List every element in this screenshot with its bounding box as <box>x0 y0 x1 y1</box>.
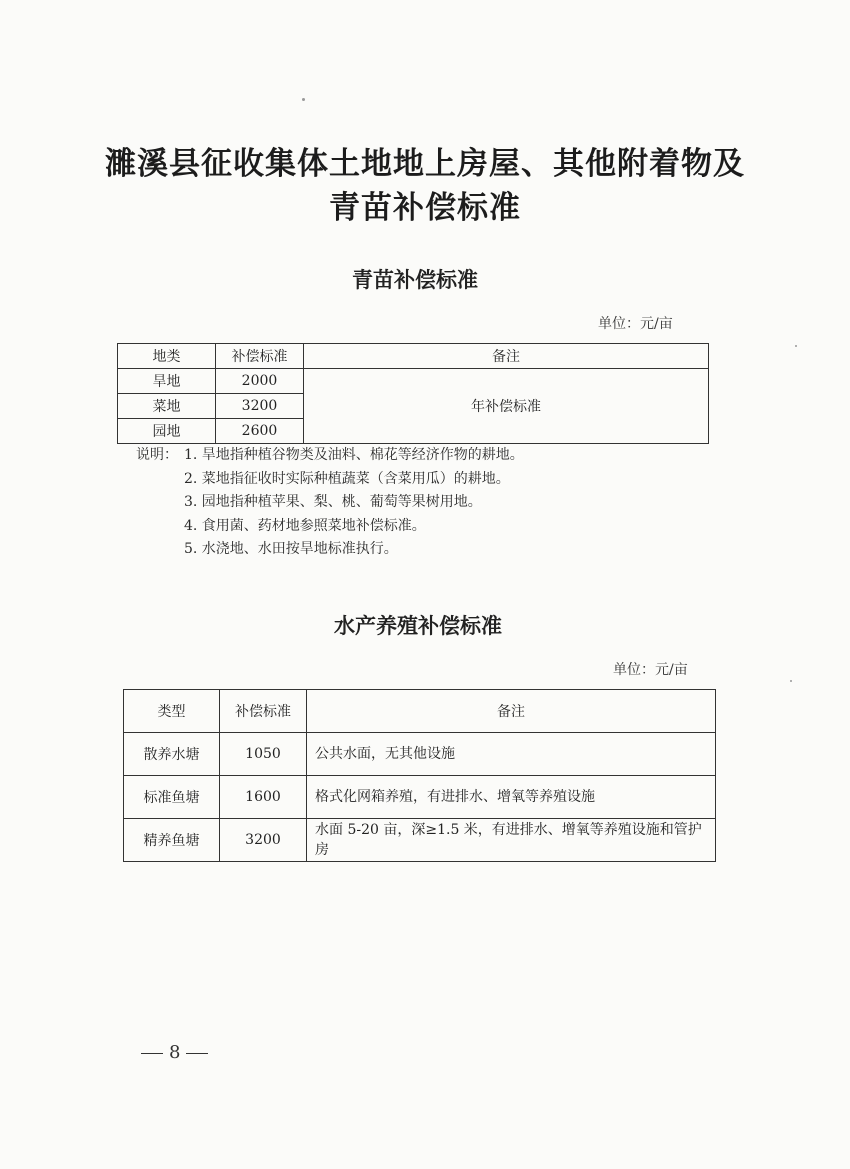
remark-cell: 水面 5-20 亩，深≥1.5 米，有进排水、增氧等养殖设施和管护房 <box>307 819 716 862</box>
header-standard: 补偿标准 <box>220 690 307 733</box>
dash-left <box>141 1053 163 1054</box>
scan-speck <box>790 680 792 682</box>
land-type-cell: 菜地 <box>118 394 216 419</box>
note-item: 1. 旱地指种植谷物类及油料、棉花等经济作物的耕地。 <box>184 447 524 463</box>
header-remark: 备注 <box>307 690 716 733</box>
standard-cell: 1600 <box>220 776 307 819</box>
crop-unit-label: 单位：元/亩 <box>598 316 673 332</box>
note-item: 2. 菜地指征收时实际种植蔬菜（含菜用瓜）的耕地。 <box>184 470 510 487</box>
aqua-unit-label: 单位：元/亩 <box>613 662 688 678</box>
note-item: 3. 园地指种植苹果、梨、桃、葡萄等果树用地。 <box>184 494 482 510</box>
land-type-cell: 旱地 <box>118 369 216 394</box>
type-cell: 精养鱼塘 <box>124 819 220 862</box>
document-title-line-2: 青苗补偿标准 <box>329 190 521 226</box>
land-type-cell: 园地 <box>118 419 216 444</box>
remark-cell: 格式化网箱养殖，有进排水、增氧等养殖设施 <box>307 776 716 819</box>
note-item: 4. 食用菌、药材地参照菜地补偿标准。 <box>184 517 426 534</box>
table-header-row <box>118 344 709 369</box>
table-row <box>118 369 709 394</box>
standard-cell: 2600 <box>216 419 304 444</box>
table-row <box>124 776 716 819</box>
document-title-line-1: 濉溪县征收集体土地地上房屋、其他附着物及 <box>105 146 745 182</box>
page-number-text: 8 <box>169 1042 181 1063</box>
scan-speck <box>795 345 797 347</box>
crop-section-title: 青苗补偿标准 <box>352 267 478 292</box>
note-item: 5. 水浇地、水田按旱地标准执行。 <box>184 541 398 557</box>
standard-cell: 3200 <box>216 394 304 419</box>
aqua-section-title: 水产养殖补偿标准 <box>334 613 502 638</box>
type-cell: 标准鱼塘 <box>124 776 220 819</box>
crop-notes <box>136 444 524 562</box>
header-type: 类型 <box>124 690 220 733</box>
scan-speck <box>302 98 305 101</box>
crop-compensation-table <box>117 343 709 444</box>
header-land-type: 地类 <box>118 344 216 369</box>
header-standard: 补偿标准 <box>216 344 304 369</box>
page-number <box>135 1042 214 1063</box>
remark-cell: 年补偿标准 <box>304 369 709 444</box>
table-row <box>124 733 716 776</box>
header-remark: 备注 <box>304 344 709 369</box>
aqua-compensation-table <box>123 689 716 862</box>
table-header-row <box>124 690 716 733</box>
dash-right <box>186 1053 208 1054</box>
notes-label: 说明： <box>136 447 178 463</box>
type-cell: 散养水塘 <box>124 733 220 776</box>
standard-cell: 1050 <box>220 733 307 776</box>
table-row <box>124 819 716 862</box>
standard-cell: 3200 <box>220 819 307 862</box>
standard-cell: 2000 <box>216 369 304 394</box>
remark-cell: 公共水面，无其他设施 <box>307 733 716 776</box>
